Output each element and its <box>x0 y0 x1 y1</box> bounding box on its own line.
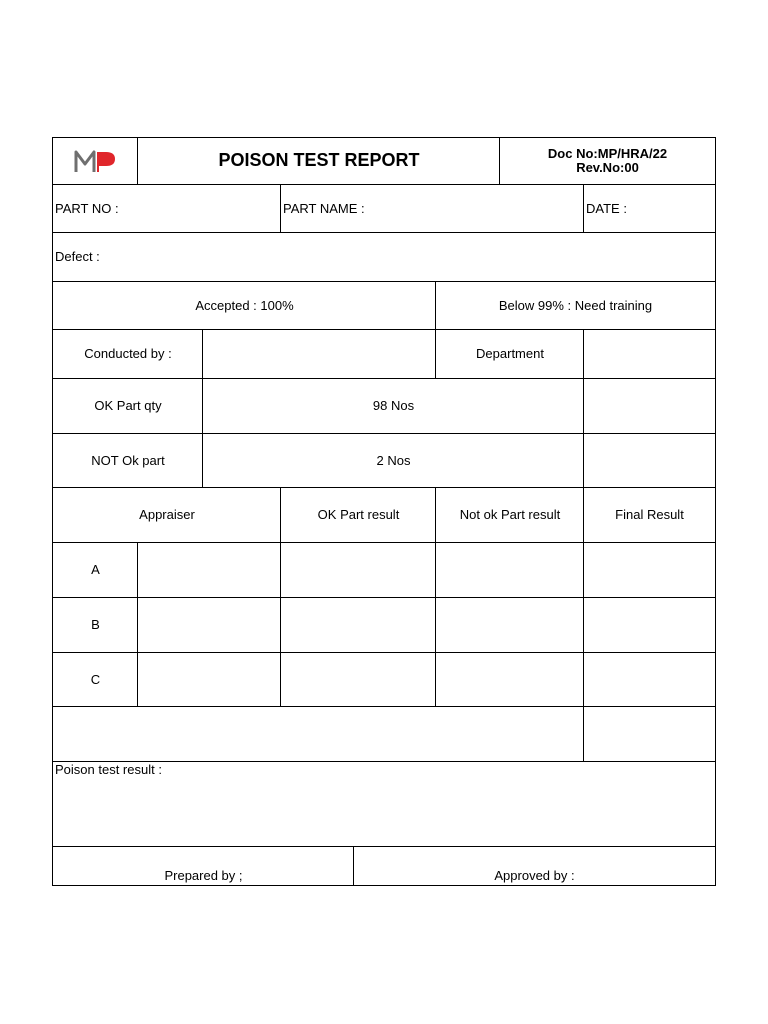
report-title: POISON TEST REPORT <box>137 137 500 184</box>
table-header-ok-result: OK Part result <box>280 487 436 543</box>
ok-part-qty-value: 98 Nos <box>202 378 584 434</box>
department-label: Department <box>435 329 584 379</box>
part-no-field[interactable]: PART NO : <box>52 184 281 233</box>
not-ok-part-extra[interactable] <box>583 433 716 488</box>
appraiser-label: C <box>52 652 138 707</box>
ok-result-cell[interactable] <box>280 542 436 598</box>
ok-result-cell[interactable] <box>280 652 436 707</box>
appraiser-name[interactable] <box>137 542 281 598</box>
appraiser-name[interactable] <box>137 652 281 707</box>
not-ok-part-label: NOT Ok part <box>52 433 203 488</box>
poison-test-result-field[interactable]: Poison test result : <box>52 761 716 847</box>
summary-final-cell[interactable] <box>583 706 716 762</box>
not-ok-result-cell[interactable] <box>435 597 584 653</box>
ok-part-qty-label: OK Part qty <box>52 378 203 434</box>
not-ok-part-value: 2 Nos <box>202 433 584 488</box>
doc-number: Doc No:MP/HRA/22 <box>547 145 668 161</box>
appraiser-label: B <box>52 597 138 653</box>
approved-by-field[interactable]: Approved by : <box>353 846 716 886</box>
training-criteria: Below 99% : Need training <box>435 281 716 330</box>
table-header-not-ok-result: Not ok Part result <box>435 487 584 543</box>
doc-info <box>499 137 716 184</box>
ok-result-cell[interactable] <box>280 597 436 653</box>
date-field[interactable]: DATE : <box>583 184 716 233</box>
ok-part-qty-extra[interactable] <box>583 378 716 434</box>
defect-field[interactable]: Defect : <box>52 232 716 281</box>
final-result-cell[interactable] <box>583 597 716 653</box>
final-result-cell[interactable] <box>583 652 716 707</box>
appraiser-label: A <box>52 542 138 598</box>
conducted-by-value[interactable] <box>202 329 436 379</box>
conducted-by-label: Conducted by : <box>52 329 203 379</box>
logo-cell <box>52 137 138 184</box>
not-ok-result-cell[interactable] <box>435 652 584 707</box>
revision-number: Rev.No:00 <box>576 160 639 175</box>
table-header-appraiser: Appraiser <box>52 487 281 543</box>
department-value[interactable] <box>583 329 716 379</box>
final-result-cell[interactable] <box>583 542 716 598</box>
company-logo <box>74 148 118 174</box>
prepared-by-field[interactable]: Prepared by ; <box>52 846 354 886</box>
appraiser-name[interactable] <box>137 597 281 653</box>
accepted-criteria: Accepted : 100% <box>52 281 436 330</box>
not-ok-result-cell[interactable] <box>435 542 584 598</box>
summary-cell[interactable] <box>52 706 584 762</box>
table-header-final-result: Final Result <box>583 487 716 543</box>
part-name-field[interactable]: PART NAME : <box>280 184 584 233</box>
